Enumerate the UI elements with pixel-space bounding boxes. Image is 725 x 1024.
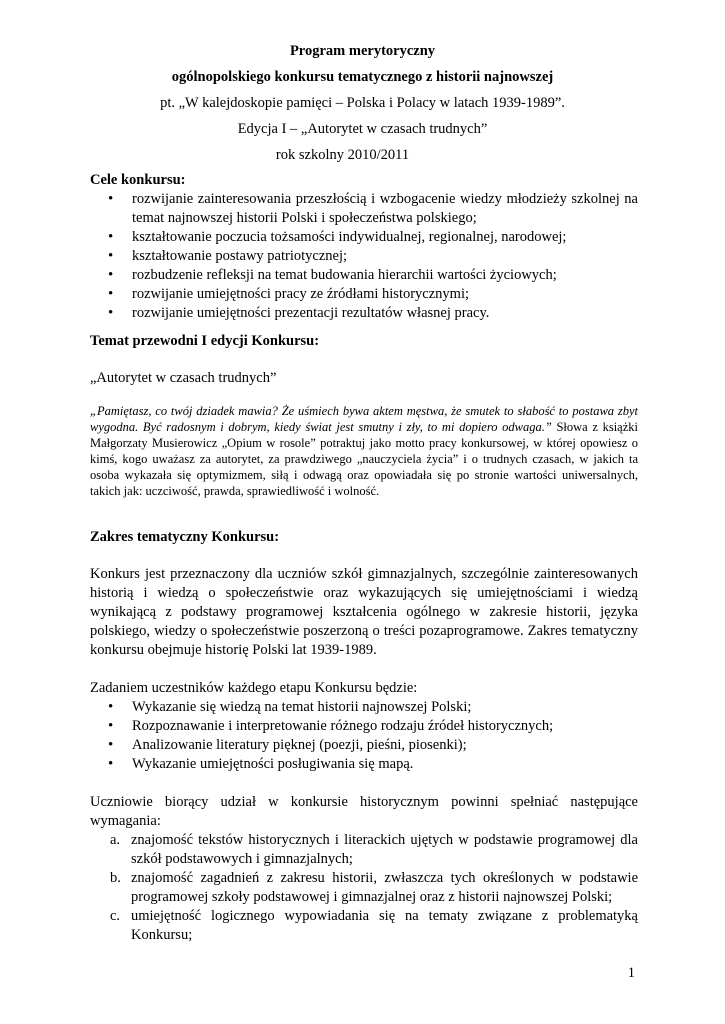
list-item: • Rozpoznawanie i interpretowanie różnego rodzaju źródeł historycznych; — [132, 717, 638, 736]
list-item: • rozbudzenie refleksji na temat budowania hierarchii wartości życiowych; — [132, 266, 638, 285]
goals-section — [90, 170, 638, 323]
requirements-intro: Uczniowie biorący udział w konkursie historycznym powinni spełniać następujące wymagania: — [90, 794, 638, 829]
header-edition: Edycja I – „Autorytet w czasach trudnych” — [237, 121, 488, 137]
theme-section — [90, 331, 638, 499]
goals-list — [90, 190, 638, 323]
list-item: • kształtowanie postawy patriotycznej; — [132, 247, 638, 266]
theme-quote — [90, 403, 638, 499]
list-item — [110, 907, 638, 945]
page-number: 1 — [627, 965, 635, 981]
list-item — [110, 831, 638, 869]
list-marker: a. — [110, 832, 121, 848]
list-item: • rozwijanie umiejętności pracy ze źródłami historycznymi; — [132, 285, 638, 304]
header-school-year: rok szkolny 2010/2011 — [275, 147, 410, 163]
list-marker: b. — [110, 870, 121, 886]
header-contest-name: pt. „W kalejdoskopie pamięci – Polska i Polacy w latach 1939-1989”. — [160, 95, 565, 111]
scope-heading: Zakres tematyczny Konkursu: — [90, 529, 280, 545]
document-header — [90, 40, 635, 166]
scope-paragraph: Konkurs jest przeznaczony dla uczniów szkół gimnazjalnych, szczególnie zainteresowanych historią i wiedzą o społeczeństwie oraz wykazujących się umiejętnościami i wiedzą wynikającą z podstawy programowej kształcenia ogólnego w zakresie historii, języka polskiego, wiedzy o społeczeństwie poszerzoną o treści pozaprogramowe. Zakres tematyczny konkursu obejmuje historię Polski lat 1939-1989. — [90, 566, 638, 658]
goals-heading: Cele konkursu: — [90, 172, 186, 188]
quote-italic: „Pamiętasz, co twój dziadek mawia? Że uśmiech bywa aktem męstwa, że smutek to słabość to postawa zbyt wygodna. Być radosnym i dobrym, kiedy świat jest smutny i zły, to mi dopiero odwaga.” — [90, 404, 638, 434]
list-item — [110, 869, 638, 907]
header-subtitle: ogólnopolskiego konkursu tematycznego z historii najnowszej — [171, 69, 554, 85]
requirements-list — [90, 831, 638, 945]
tasks-list — [90, 698, 638, 774]
list-item-text: znajomość tekstów historycznych i literackich ujętych w podstawie programowej dla szkół podstawowych i gimnazjalnych; — [131, 832, 638, 867]
list-item-text: umiejętność logicznego wypowiadania się na tematy związane z problematyką Konkursu; — [131, 908, 638, 943]
list-item-text: znajomość zagadnień z zakresu historii, zwłaszcza tych określonych w podstawie programowej szkoły podstawowej i gimnazjalnej oraz z historii najnowszej Polski; — [131, 870, 638, 905]
list-item: • Wykazanie się wiedzą na temat historii najnowszej Polski; — [132, 698, 638, 717]
header-title: Program merytoryczny — [289, 43, 436, 59]
list-item: • Wykazanie umiejętności posługiwania się mapą. — [132, 755, 638, 774]
scope-section — [90, 527, 638, 945]
tasks-intro: Zadaniem uczestników każdego etapu Konkursu będzie: — [90, 680, 418, 696]
list-marker: c. — [110, 908, 121, 924]
list-item: • rozwijanie umiejętności prezentacji rezultatów własnej pracy. — [132, 304, 638, 323]
list-item: • kształtowanie poczucia tożsamości indywidualnej, regionalnej, narodowej; — [132, 228, 638, 247]
theme-title: „Autorytet w czasach trudnych” — [90, 370, 277, 386]
list-item: • Analizowanie literatury pięknej (poezji, pieśni, piosenki); — [132, 736, 638, 755]
theme-heading: Temat przewodni I edycji Konkursu: — [90, 333, 320, 349]
list-item: • rozwijanie zainteresowania przeszłością i wzbogacenie wiedzy młodzieży szkolnej na temat najnowszej historii Polski i społeczeństwa polskiego; — [132, 190, 638, 228]
quote-rest: Słowa z książki Małgorzaty Musierowicz „Opium w rosole” potraktuj jako motto pracy konkursowej, w której opowiesz o kimś, kogo uważasz za autorytet, za prawdziwego „nauczyciela życia” i o trudnych czasach, w jakich ta osoba wykazała się optymizmem, siłą i odwagą oraz opowiadała się po stronie wartości uniwersalnych, takich jak: uczciwość, prawda, sprawiedliwość i wolność. — [90, 420, 638, 498]
